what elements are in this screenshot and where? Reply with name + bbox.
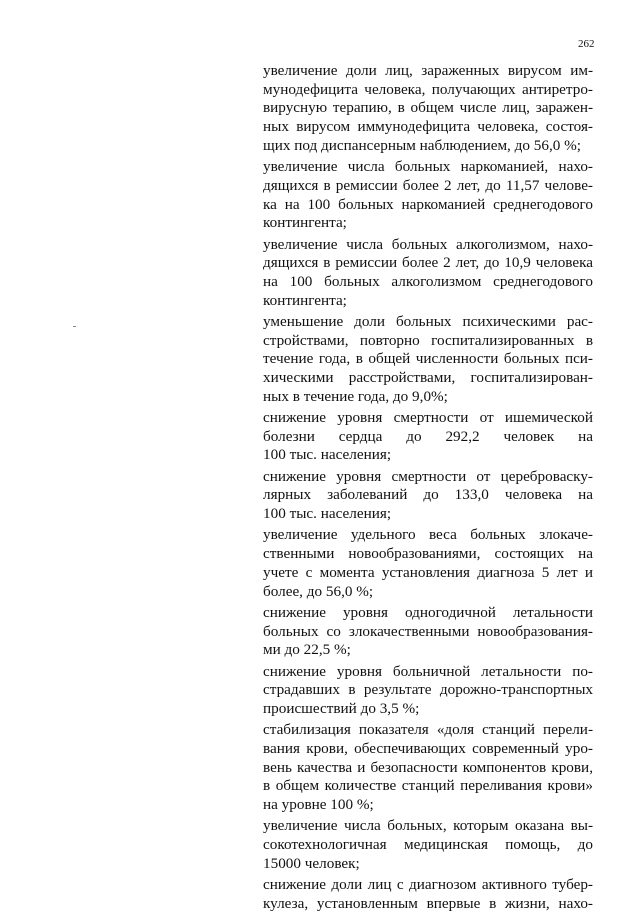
page-number: 262 — [578, 38, 595, 50]
list-item — [263, 409, 593, 465]
text-line: снижение уровня больничной летальности по- — [263, 662, 593, 680]
text-line: на уровне 100 %; — [263, 796, 374, 814]
list-item — [263, 313, 593, 407]
list-item — [263, 158, 593, 233]
text-line: кулеза, установленным впервые в жизни, нахо- — [263, 894, 593, 912]
list-item — [263, 468, 593, 524]
text-line: стройствами, повторно госпитализированных в — [263, 331, 593, 349]
text-line: увеличение числа больных, которым оказана вы- — [263, 817, 593, 835]
text-line: увеличение числа больных алкоголизмом, нахо- — [263, 235, 593, 253]
list-item — [263, 526, 593, 601]
text-line: ственными новообразованиями, состоящих на — [263, 545, 593, 563]
text-line: течение года, в общей численности больных пси- — [263, 350, 593, 368]
list-item — [263, 721, 593, 815]
list-item — [263, 876, 593, 913]
text-line: снижение уровня смертности от цереброваску- — [263, 467, 593, 485]
text-line: уменьшение доли больных психическими рас- — [263, 312, 593, 330]
text-line: щих под диспансерным наблюдением, до 56,0 %; — [263, 136, 582, 154]
text-line: сокотехнологичная медицинская помощь, до — [263, 836, 593, 854]
text-line: более, до 56,0 %; — [263, 582, 374, 600]
text-line: мунодефицита человека, получающих антиретро- — [263, 80, 593, 98]
text-line: дящихся в ремиссии более 2 лет, до 11,57 челове- — [263, 176, 593, 194]
list-item — [263, 62, 593, 156]
text-line: на 100 больных алкоголизмом среднегодового — [263, 272, 593, 290]
text-line: контингента; — [263, 214, 347, 232]
text-line: увеличение числа больных наркоманией, нахо- — [263, 158, 593, 176]
text-line: 100 тыс. населения; — [263, 505, 392, 523]
list-item — [263, 663, 593, 719]
text-line: происшествий до 3,5 %; — [263, 699, 420, 717]
text-line: вания крови, обеспечивающих современный уро- — [263, 739, 593, 757]
text-line: 100 тыс. населения; — [263, 446, 392, 464]
text-line: ных вирусом иммунодефицита человека, состоя- — [263, 118, 593, 136]
text-line: снижение доли лиц с диагнозом активного тубер- — [263, 876, 593, 894]
text-line: увеличение удельного веса больных злокаче- — [263, 526, 593, 544]
text-line: страдавших в результате дорожно-транспортных — [263, 681, 593, 699]
text-line: ка на 100 больных наркоманией среднегодового — [263, 195, 593, 213]
text-line: больных со злокачественными новообразования- — [263, 622, 593, 640]
text-line: контингента; — [263, 291, 347, 309]
list-item — [263, 236, 593, 311]
text-line: в общем количестве станций переливания крови» — [263, 777, 593, 795]
text-line: вень качества и безопасности компонентов крови, — [263, 758, 593, 776]
text-line: 15000 человек; — [263, 854, 360, 872]
text-line: стабилизация показателя «доля станций перели- — [263, 721, 593, 739]
text-line: дящихся в ремиссии более 2 лет, до 10,9 человека — [263, 254, 593, 272]
text-line: лярных заболеваний до 133,0 человека на — [263, 486, 593, 504]
text-column — [263, 62, 593, 916]
text-line: ми до 22,5 %; — [263, 641, 351, 659]
text-line: увеличение доли лиц, зараженных вирусом им- — [263, 62, 593, 79]
text-line: болезни сердца до 292,2 человек на — [263, 427, 593, 445]
text-line: учете с момента установления диагноза 5 лет и — [263, 563, 593, 581]
text-line: ных в течение года, до 9,0%; — [263, 387, 448, 405]
text-line: вирусную терапию, в общем числе лиц, заражен- — [263, 99, 593, 117]
text-line: снижение уровня смертности от ишемической — [263, 409, 593, 427]
text-line: хическими расстройствами, госпитализирован- — [263, 369, 593, 387]
list-item — [263, 817, 593, 873]
text-line: снижение уровня одногодичной летальности — [263, 603, 593, 621]
stray-mark — [73, 326, 76, 327]
list-item — [263, 604, 593, 660]
